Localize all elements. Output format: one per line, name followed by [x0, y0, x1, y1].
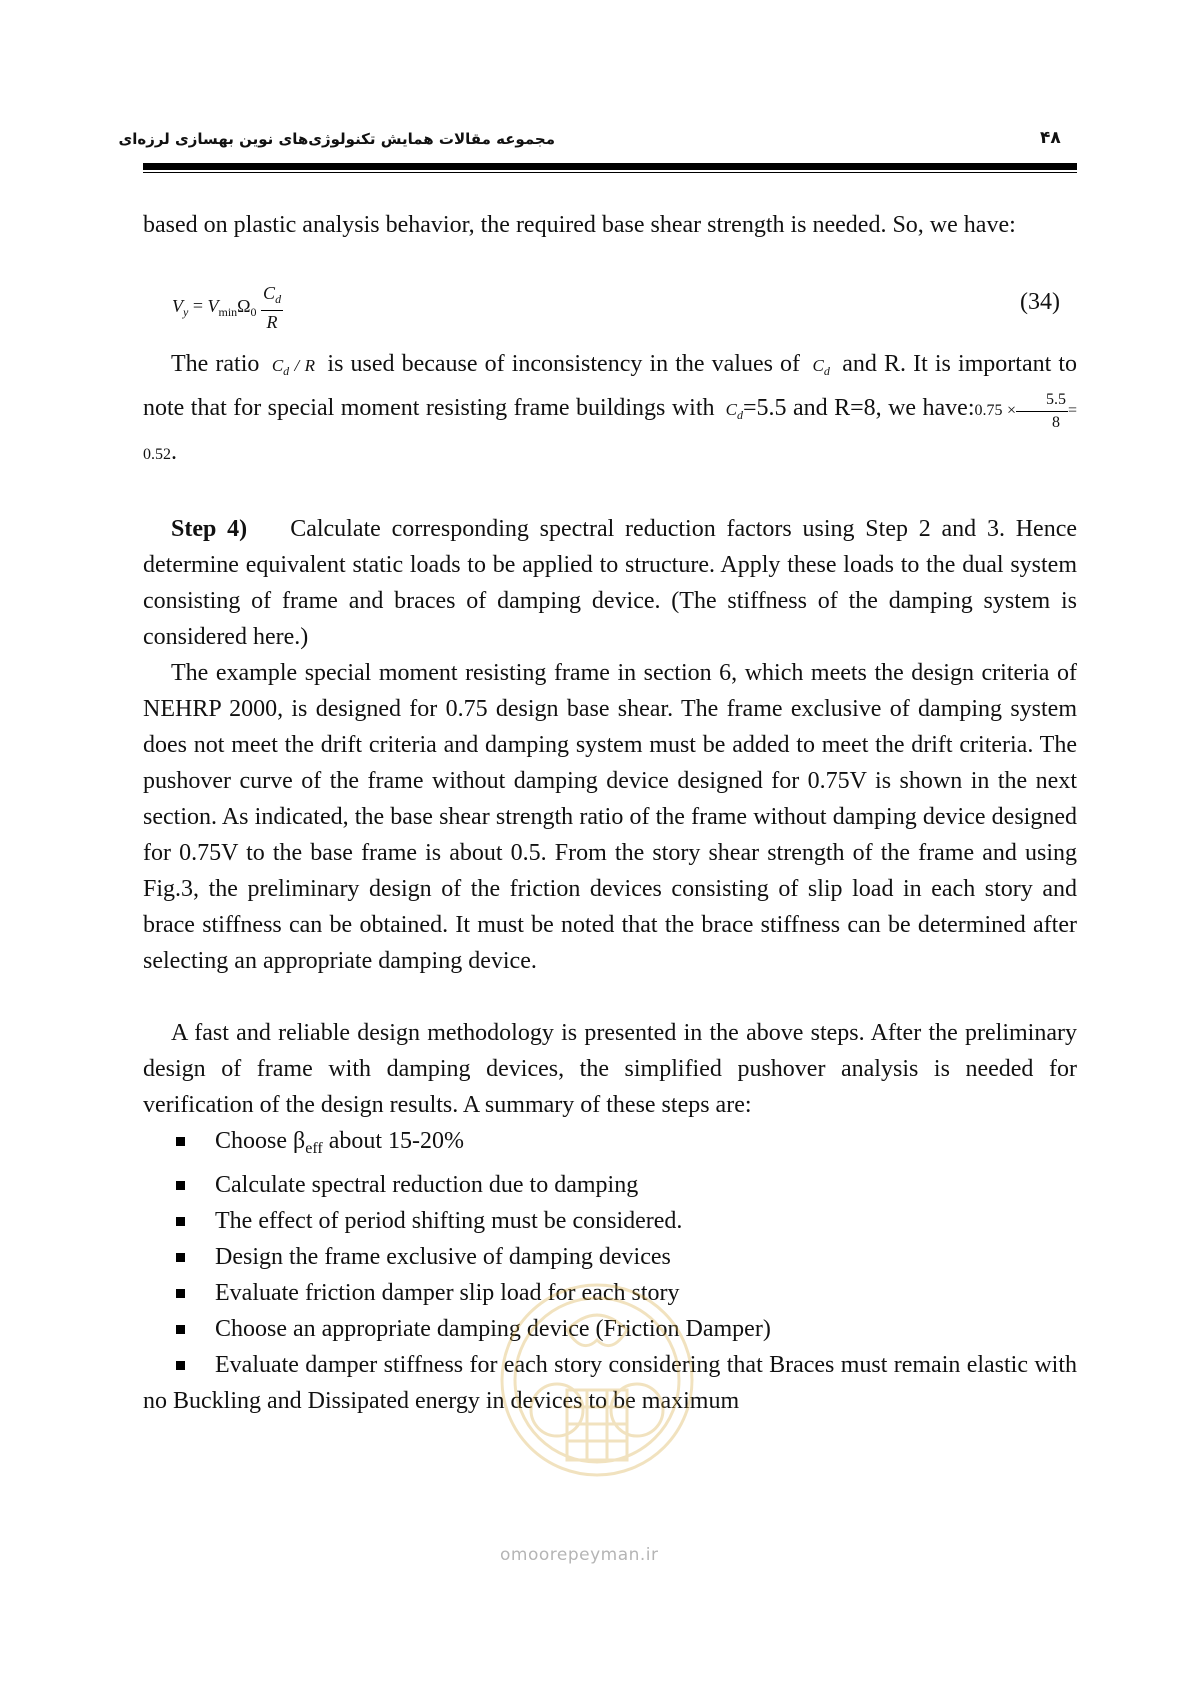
summary-paragraph: A fast and reliable design methodology is presented in the above steps. After the preliminary design of frame with damping devices, the simplified pushover analysis is needed for verification of the design results. A summary of these steps are:: [143, 1020, 1077, 1118]
eq-lhs: $V_y$: [172, 295, 189, 319]
list-item: Design the frame exclusive of damping devices: [143, 1239, 1077, 1275]
intro-text: based on plastic analysis behavior, the required base shear strength is needed. So, we have:: [143, 212, 1016, 238]
running-header-title: مجموعه مقالات همایش تکنولوژی‌های نوین بهسازی لرزه‌ای: [118, 130, 555, 148]
bullet-square-icon: [176, 1361, 185, 1370]
watermark-seal-icon: [487, 1260, 707, 1510]
intro-paragraph: [143, 207, 1077, 243]
eq-omega: $\Omega_0$: [237, 295, 257, 319]
header-rule-thick: [143, 163, 1077, 170]
equation-number: (34): [1020, 289, 1060, 315]
eq-equals: =: [192, 295, 203, 316]
bullet-square-icon: [176, 1289, 185, 1298]
step4-paragraph: Step 4) Calculate corresponding spectral reduction factors using Step 2 and 3. Hence determine equivalent static loads to be applied to structure. Apply these loads to the dual system consisting of frame and braces of damping device. (The stiffness of the damping system is considered here.): [143, 516, 1078, 650]
equation-34: [172, 282, 283, 333]
header-rule-thin: [143, 172, 1077, 173]
ratio-calc: 0.75 × $\frac{5.5}{8}$ = 0.52: [143, 391, 1078, 463]
bullet-square-icon: [176, 1181, 185, 1190]
ratio-paragraph: The ratio $C_d$ / R is used because of inconsistency in the values of $C_d$ and R. It is important to note that for special moment resisting frame buildings with $C_d=5.5$ and R=8, we have:0.75 × $\frac{5.5}{8}$ = 0.52.: [143, 351, 1078, 465]
list-item: The effect of period shifting must be considered.: [143, 1203, 1077, 1239]
list-item: Calculate spectral reduction due to damping: [143, 1167, 1077, 1203]
example-paragraph: The example special moment resisting frame in section 6, which meets the design criteria of NEHRP 2000, is designed for 0.75 design base shear. The frame exclusive of damping system does not meet the drift criteria and damping system must be added to meet the drift criteria. The pushover curve of the frame without damping device designed for 0.75V is shown in the next section. As indicated, the base shear strength ratio of the frame without damping device designed for 0.75V to the base frame is about 0.5. From the story shear strength of the frame and using Fig.3, the preliminary design of the friction devices consisting of slip load in each story and brace stiffness can be obtained. It must be noted that the brace stiffness can be determined after selecting an appropriate damping device.: [143, 660, 1077, 974]
bullet-square-icon: [176, 1217, 185, 1226]
cd-symbol: $C_d$: [812, 356, 830, 378]
eq-vmin: $V_{min}$: [207, 295, 238, 319]
page-number: ۴۸: [1040, 128, 1061, 148]
bullet-square-icon: [176, 1325, 185, 1334]
list-item: Evaluate damper stiffness for each story considering that Braces must remain elastic with no Buckling and Dissipated energy in devices to be maximum: [143, 1352, 1077, 1414]
watermark-site: omoorepeyman.ir: [500, 1545, 659, 1565]
bullet-square-icon: [176, 1253, 185, 1262]
cd-over-r: $C_d$ / R: [271, 356, 315, 378]
list-item: Choose an appropriate damping device (Friction Damper): [143, 1311, 1077, 1347]
step4-label: Step 4): [171, 516, 248, 542]
bullet-square-icon: [176, 1137, 185, 1146]
list-item: Choose $\beta_{eff}$ about 15-20%: [143, 1123, 1077, 1167]
list-item: Evaluate friction damper slip load for each story: [143, 1275, 1077, 1311]
cd-symbol-2: $C_d$: [725, 400, 743, 423]
eq-fraction: $\frac{C_d}{R}$: [263, 283, 282, 332]
